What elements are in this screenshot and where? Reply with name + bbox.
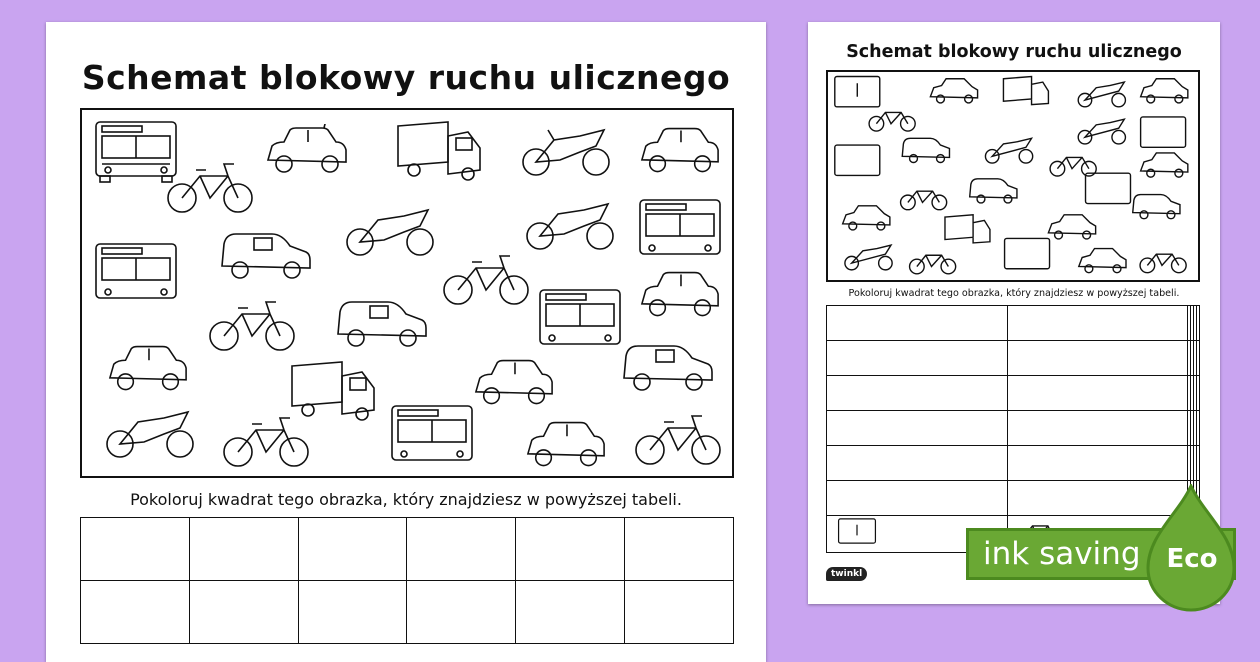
truck-icon (394, 120, 486, 184)
grid-row (827, 376, 1200, 411)
grid-cell (1197, 341, 1200, 376)
grid-row (827, 411, 1200, 446)
eco-label: Eco (1166, 544, 1218, 574)
motorbike-icon (344, 202, 436, 260)
grid-cell (298, 518, 407, 581)
worksheet-title: Schemat blokowy ruchu ulicznego (81, 58, 731, 97)
van-icon (334, 296, 430, 352)
worksheet-instruction: Pokoloruj kwadrat tego obrazka, który znajdziesz w powyższej tabeli. (130, 490, 682, 509)
grid-cell (1197, 446, 1200, 481)
grid-cell (1007, 411, 1188, 446)
car-icon (106, 342, 190, 398)
car-icon (472, 356, 556, 412)
grid-cell (827, 306, 1008, 341)
car-icon (524, 418, 608, 474)
grid-cell (407, 518, 516, 581)
car-icon (638, 124, 722, 180)
grid-cell (516, 581, 625, 644)
ink-saving-badge (966, 484, 1246, 614)
twinkl-logo: twinkl (826, 567, 867, 581)
grid-cell (625, 581, 734, 644)
grid-cell (1007, 341, 1188, 376)
grid-cell (81, 581, 190, 644)
motorbike-icon (104, 404, 196, 462)
grid-cell (1197, 411, 1200, 446)
grid-cell (1007, 446, 1188, 481)
vehicle-picture-box (80, 108, 734, 478)
grid-cell (827, 411, 1008, 446)
bike-icon (442, 250, 530, 308)
van-icon (620, 340, 716, 396)
grid-cell (827, 376, 1008, 411)
car-icon (638, 268, 722, 324)
motorbike-icon (520, 122, 612, 180)
grid-cell (189, 518, 298, 581)
bus-icon (538, 286, 622, 352)
grid-row (827, 341, 1200, 376)
grid-cell (1007, 306, 1188, 341)
bus-icon (638, 196, 722, 262)
grid-cell (516, 518, 625, 581)
grid-cell (1197, 306, 1200, 341)
grid-cell (827, 446, 1008, 481)
bike-icon (208, 296, 296, 354)
bike-icon (222, 412, 310, 470)
grid-cell (827, 341, 1008, 376)
preview-picture-box (826, 70, 1200, 282)
grid-row (81, 518, 734, 581)
grid-cell (81, 518, 190, 581)
bus-icon (390, 402, 474, 468)
bus-icon (827, 516, 887, 548)
grid-cell (407, 581, 516, 644)
bike-icon (634, 410, 722, 468)
grid-cell (1007, 376, 1188, 411)
worksheet-page (46, 22, 766, 662)
motorbike-icon (524, 196, 616, 254)
preview-instruction: Pokoloruj kwadrat tego obrazka, który znajdziesz w powyższej tabeli. (848, 288, 1180, 299)
ink-saving-label: ink saving (983, 536, 1141, 572)
van-icon (218, 228, 314, 284)
bike-icon (166, 158, 254, 216)
preview-vehicles (828, 72, 1198, 280)
car-icon (264, 124, 350, 180)
preview-title: Schemat blokowy ruchu ulicznego (846, 42, 1182, 62)
grid-cell (189, 581, 298, 644)
tally-grid (80, 517, 734, 644)
grid-row (827, 306, 1200, 341)
grid-row (827, 446, 1200, 481)
grid-cell (625, 518, 734, 581)
grid-cell (298, 581, 407, 644)
grid-row (81, 581, 734, 644)
grid-cell (1197, 376, 1200, 411)
bus-icon (94, 240, 178, 306)
